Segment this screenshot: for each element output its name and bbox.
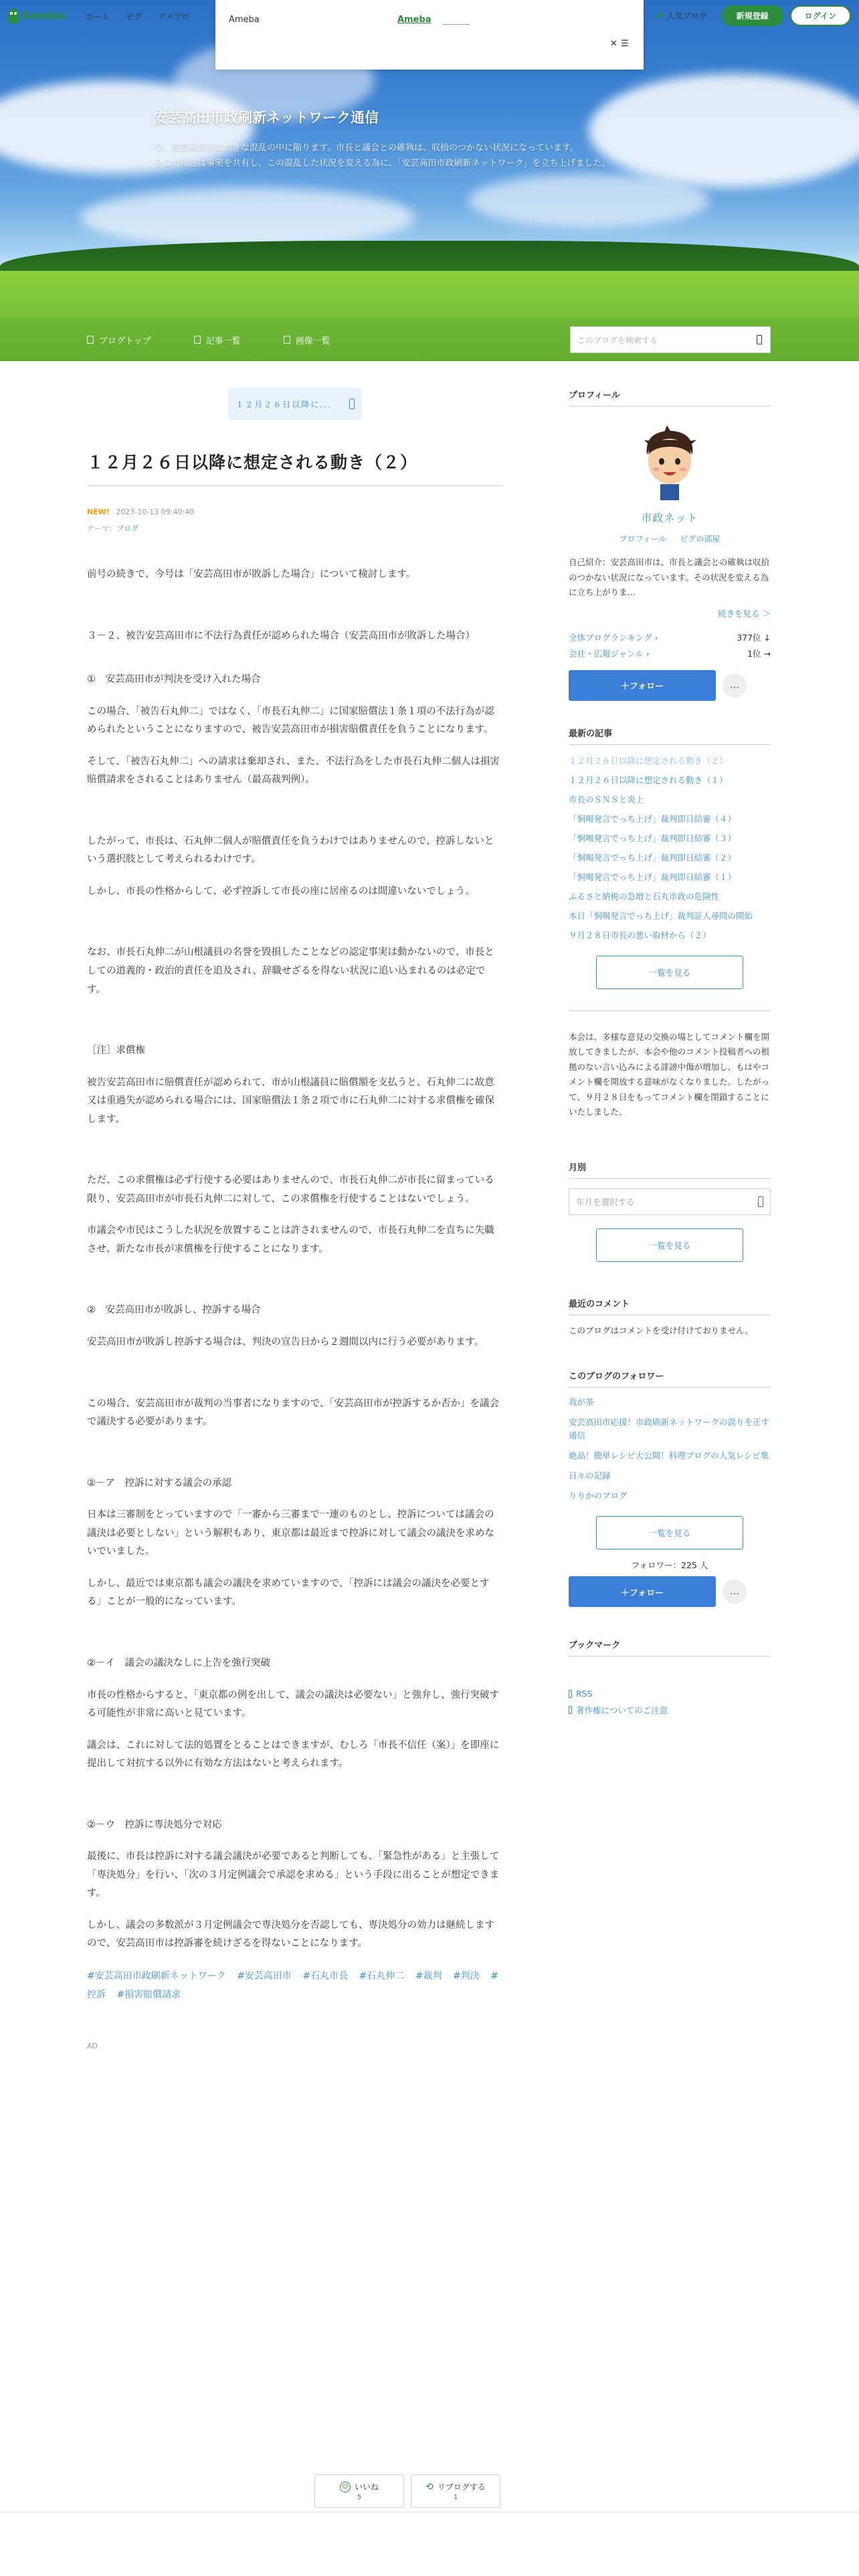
more-options-icon[interactable]: … — [723, 673, 747, 697]
recent-articles-list — [569, 754, 771, 942]
paragraph: しかし、議会の多数派が３月定例議会で専決処分を否認しても、専決処分の効力は継続しますので、安芸高田市は控訴審を続けざるを得ないことになります。 — [87, 1919, 494, 1949]
bookmark-heading: ブックマーク — [569, 1638, 771, 1656]
paragraph: ②－イ 議会の議決なしに上告を強行突破 — [87, 1657, 270, 1669]
popup-ameba-link[interactable]: Ameba — [397, 15, 432, 25]
ranking-row[interactable] — [569, 631, 771, 643]
profile-link[interactable]: プロフィール — [619, 534, 667, 544]
follower-count: フォロワー：225 人 — [631, 1560, 708, 1570]
paragraph: 安芸高田市が敗訴し控訴する場合は、判決の宣告日から２週間以内に行う必要があります。 — [87, 1337, 484, 1348]
recent-article-link[interactable]: 「恫喝発言でっち上げ」裁判即日結審（１） — [569, 871, 737, 882]
follow-button[interactable]: ＋フォロー — [569, 670, 716, 701]
paragraph: そして、「被告石丸伸二」への請求は棄却され、また、不法行為をした市長石丸伸二個人は損害賠償請求をされることはありません（最高裁判例）。 — [87, 756, 500, 786]
recent-article-link[interactable]: １２月２６日以降に想定される動き（１） — [569, 774, 728, 785]
blog-description — [154, 140, 662, 172]
list-icon — [194, 336, 201, 344]
pigg-room-link[interactable]: ピグの部屋 — [680, 534, 721, 544]
ranking-row[interactable] — [569, 647, 771, 659]
paragraph: 市議会や市民はこうした状況を放置することは許されませんので、市長石丸伸二を直ちに失職させ、新たな市長が求償権を行使することになります。 — [87, 1225, 494, 1255]
profile-name[interactable]: 市政ネット — [641, 512, 698, 524]
ranking-value: 1位 → — [747, 648, 771, 659]
recent-article-link[interactable]: １２月２６日以降に想定される動き（２） — [569, 755, 728, 766]
popular-blog-link[interactable] — [656, 10, 707, 21]
bookmark-link[interactable] — [569, 1704, 771, 1716]
blog-search-placeholder: このブログを検索する — [577, 335, 658, 345]
hashtag-link[interactable]: #石丸伸二 — [359, 1970, 405, 1981]
header-actions — [656, 5, 851, 26]
reblog-icon: ⟲ — [425, 2481, 434, 2492]
paragraph: ②－ウ 控訴に専決処分で対応 — [87, 1819, 222, 1830]
article-date: 2023-10-13 09:40:40 — [116, 508, 195, 516]
blog-nav — [0, 318, 859, 361]
blog-title[interactable]: 安芸高田市政刷新ネットワーク通信 — [154, 110, 379, 126]
paragraph: 前号の続きで、今号は「安芸高田市が敗訴した場合」について検討します。 — [87, 569, 416, 580]
paragraph: この場合、「被告石丸伸二」ではなく、「市長石丸伸二」に国家賠償法１条１項の不法行為が認められたということになりますので、被告安芸高田市が損害賠償責任を負うことになります。 — [87, 706, 494, 736]
article-breadcrumb[interactable] — [228, 388, 362, 420]
hashtag-list — [87, 1967, 503, 2004]
recent-article-link[interactable]: 本日「恫喝発言でっち上げ」裁判証人尋問の開始 — [569, 910, 753, 921]
follower-link[interactable]: 安芸高田市応援！市政刷新ネットワークの誤りを正す通信 — [569, 1417, 770, 1440]
recent-articles-heading: 最新の記事 — [569, 726, 771, 745]
ranking-label: 会社・広報ジャンル › — [569, 648, 650, 659]
login-button[interactable]: ログイン — [790, 5, 851, 26]
like-button[interactable] — [314, 2474, 404, 2508]
hashtag-link[interactable]: #控訴 — [87, 1970, 498, 2000]
paragraph: したがって、市長は、石丸伸二個人が賠償責任を負うわけではありませんので、控訴しないという選択肢として考えられるわけです。 — [87, 835, 494, 865]
paragraph: ３－２、被告安芸高田市に不法行為責任が認められた場合（安芸高田市が敗訴した場合） — [87, 630, 475, 641]
month-select-placeholder: 年月を選択する — [576, 1196, 635, 1207]
bookmark-label: RSS — [576, 1689, 593, 1699]
bookmark-list — [569, 1689, 771, 1716]
nav-label: 画像一覧 — [295, 336, 330, 346]
paragraph: 日本は三審制をとっていますので「一審から三審まで一連のものとし、控訴については議会の議決は必要としない」という解釈もあり、東京都は最近まで控訴に対して議会の議決を求めないでいました。 — [87, 1509, 494, 1558]
blog-description-line: 今、安芸高田市は大きな混乱の中に陥ります。市長と議会との確執は、収拾のつかない状況になっています。 — [154, 143, 579, 153]
ranking-list — [569, 631, 771, 659]
avatar-illustration — [638, 425, 702, 500]
more-options-icon[interactable]: … — [723, 1580, 747, 1604]
paragraph: 市長の性格からすると、「東京都の例を出して、議会の議決は必要ない」と強弁し、強行突破する可能性が非常に高いと見ています。 — [87, 1689, 499, 1719]
followers-list — [569, 1396, 771, 1503]
chevron-down-icon — [758, 1196, 763, 1207]
new-badge: NEW! — [87, 508, 110, 516]
global-nav — [86, 11, 189, 22]
like-icon: ☺ — [340, 2482, 351, 2492]
recent-article-link[interactable]: 市長のＳＮＳと炎上 — [569, 794, 644, 804]
global-nav-ameblo[interactable]: アメブロ — [158, 11, 190, 21]
close-icon[interactable]: ✕ — [610, 39, 617, 49]
avatar[interactable] — [638, 425, 702, 500]
dropdown-icon — [349, 399, 355, 409]
monthly-more-button[interactable]: 一覧を見る — [596, 1228, 743, 1262]
follow-row — [569, 670, 771, 701]
menu-icon[interactable]: ☰ — [621, 39, 629, 49]
recent-articles-more-button[interactable]: 一覧を見る — [596, 956, 743, 989]
reblog-count: 1 — [453, 2494, 458, 2501]
like-label: いいね — [354, 2482, 379, 2492]
recent-article-link[interactable]: 「恫喝発言でっち上げ」裁判即日結審（２） — [569, 852, 737, 863]
home-icon — [87, 336, 94, 344]
image-icon — [284, 336, 290, 344]
profile-links — [569, 533, 771, 544]
article-meta — [87, 508, 503, 516]
article-body — [87, 566, 503, 1953]
nav-image-list[interactable] — [284, 334, 330, 346]
follow-row-bottom — [569, 1576, 771, 1607]
follower-link[interactable]: 絶品！簡単レシピ大公開！料理ブログの人気レシピ集 — [569, 1451, 769, 1461]
paragraph: ［注］求償権 — [87, 1045, 145, 1057]
theme-link[interactable]: ブログ — [116, 524, 138, 533]
paragraph: ただ、この求償権は必ず行使する必要はありませんので、市長石丸伸二が市長に留まっている限り、安芸高田市が市長石丸伸二に対して、この求償権を行使することはないでしょう。 — [87, 1175, 494, 1204]
article-column — [87, 388, 503, 2050]
paragraph: しかし、市長の性格からして、必ず控訴して市長の座に居座るのは間違いないでしょう。 — [87, 885, 475, 897]
rss-icon — [569, 1690, 572, 1698]
profile-heading: プロフィール — [569, 388, 771, 407]
bookmark-link[interactable] — [569, 1689, 771, 1699]
paragraph: なお、市長石丸伸二が山根議員の名誉を毀損したことなどの認定事実は動かないので、市長としての道義的・政治的責任を追及され、辞職せざるを得ない状況に追い込まれるのは必定です。 — [87, 947, 494, 995]
signup-button[interactable]: 新規登録 — [722, 5, 783, 26]
breadcrumb-label: １２月２６日以降に... — [235, 399, 332, 409]
follower-link[interactable]: りりかのブログ — [569, 1491, 628, 1501]
global-header — [0, 0, 859, 32]
paragraph: ②－ア 控訴に対する議会の承認 — [87, 1477, 231, 1489]
bookmark-label: 著作権についてのご注意 — [576, 1705, 668, 1715]
star-icon: ★ — [656, 10, 664, 21]
like-count: 5 — [357, 2494, 362, 2501]
global-nav-home[interactable]: ホーム — [86, 11, 110, 21]
recent-article-link[interactable]: 「恫喝発言でっち上げ」裁判即日結審（４） — [569, 813, 737, 824]
copyright-icon — [569, 1706, 572, 1714]
recent-comments-heading: 最近のコメント — [569, 1297, 771, 1315]
paragraph: ② 安芸高田市が敗訴し、控訴する場合 — [87, 1305, 261, 1316]
recent-article-link[interactable]: ９月２８日市長の悪い取材から（２） — [569, 930, 711, 940]
paragraph: 最後に、市長は控訴に対する議会議決が必要であると判断しても、「緊急性がある」と主張して「専決処分」を行い、「次の３月定例議会で承認を求める」という手段に出ることが想定できます。 — [87, 1851, 500, 1899]
ad-label: AD — [87, 2041, 98, 2050]
blog-search-input[interactable] — [570, 326, 771, 353]
blog-description-line: そこで私達は事実を共有し、この混乱した状況を変える為に、「安芸高田市政刷新ネットワーク」を立ち上げました。 — [154, 158, 611, 169]
paragraph: 被告安芸高田市に賠償責任が認められて、市が山根議員に賠償額を支払うと、石丸伸二に故意又は重過失が認められる場合には、国家賠償法１条２項で市に石丸伸二に対する求償権を確保します。 — [87, 1077, 494, 1125]
nav-label: ブログトップ — [99, 336, 151, 346]
hashtag-link[interactable]: #裁判 — [415, 1970, 442, 1981]
popular-blog-label: 人気ブログ — [666, 11, 707, 21]
follower-link[interactable]: 我が茶 — [569, 1397, 594, 1407]
recent-article-link[interactable]: ふるさと納税の急増と石丸市政の危険性 — [569, 891, 720, 901]
monthly-heading: 月別 — [569, 1160, 771, 1179]
sidebar — [569, 388, 771, 1721]
reaction-bar — [314, 2474, 500, 2508]
recent-article-link[interactable]: 「恫喝発言でっち上げ」裁判即日結審（３） — [569, 833, 737, 843]
nav-label: 記事一覧 — [205, 336, 241, 346]
hashtag-link[interactable]: #石丸市長 — [302, 1970, 349, 1981]
hashtag-link[interactable]: #安芸高田市 — [237, 1970, 292, 1981]
search-icon[interactable] — [757, 335, 762, 344]
cloud — [80, 187, 415, 247]
profile-intro: 自己紹介：安芸高田市は、市長と議会との確執は収拾のつかない状況になっています。その状況を変える為に立ち上がりま… — [569, 557, 770, 597]
followers-more-button[interactable]: 一覧を見る — [596, 1516, 743, 1549]
paragraph: しかし、最近では東京都も議会の議決を求めていますので、「控訴には議会の議決を必要とする」ことが一般的になっています。 — [87, 1578, 490, 1608]
global-nav-pigg[interactable]: ピグ — [126, 11, 142, 21]
follow-button[interactable]: ＋フォロー — [569, 1576, 716, 1607]
month-select[interactable] — [569, 1188, 771, 1215]
ranking-label: 全体ブログランキング › — [569, 632, 658, 643]
followers-heading: このブログのフォロワー — [569, 1369, 771, 1388]
hashtag-link[interactable]: #判決 — [452, 1970, 480, 1981]
nav-article-list[interactable] — [194, 334, 241, 346]
ranking-value: 377位 ↓ — [737, 632, 771, 643]
ameba-logo-text: Ameba — [21, 9, 66, 23]
cloud — [468, 174, 709, 227]
paragraph: この場合、安芸高田市が裁判の当事者になりますので、「安芸高田市が控訴するか否か」を議会で議決する必要があります。 — [87, 1398, 499, 1428]
hashtag-link[interactable]: #損害賠償請求 — [116, 1989, 181, 2000]
theme-label: テーマ： — [87, 524, 116, 533]
nav-blog-top[interactable] — [87, 334, 151, 346]
reblog-label: リブログする — [437, 2482, 486, 2492]
article-theme — [87, 523, 503, 534]
hashtag-link[interactable]: #安芸高田市政刷新ネットワーク — [87, 1970, 226, 1981]
paragraph: ① 安芸高田市が判決を受け入れた場合 — [87, 674, 261, 685]
article-title[interactable]: １２月２６日以降に想定される動き（２） — [87, 449, 503, 486]
comment-notice: 本会は、多様な意見の交換の場としてコメント欄を開放してきましたが、本会や他のコメント投稿者への根拠のない言い込みによる誹謗中傷が増加し、もはやコメント欄を開放する意味がなくなりました。したがって、９月２８日をもってコメント欄を閉鎖することにいたしました。 — [569, 1010, 771, 1120]
popup-brand: Ameba — [229, 15, 260, 25]
profile-more-link[interactable]: 続きを見る ＞ — [718, 608, 771, 619]
paragraph: 議会は、これに対して法的処置をとることはできますが、むしろ「市長不信任（案）」を即座に提出して対抗する以外に有効な方法はないと考えられます。 — [87, 1739, 500, 1769]
reblog-button[interactable] — [411, 2474, 500, 2508]
ameba-logo-icon — [8, 9, 19, 23]
comments-disabled-text: このブログはコメントを受け付けておりません。 — [569, 1325, 753, 1335]
ameba-logo[interactable] — [8, 9, 66, 23]
follower-link[interactable]: 日々の記録 — [569, 1471, 611, 1481]
